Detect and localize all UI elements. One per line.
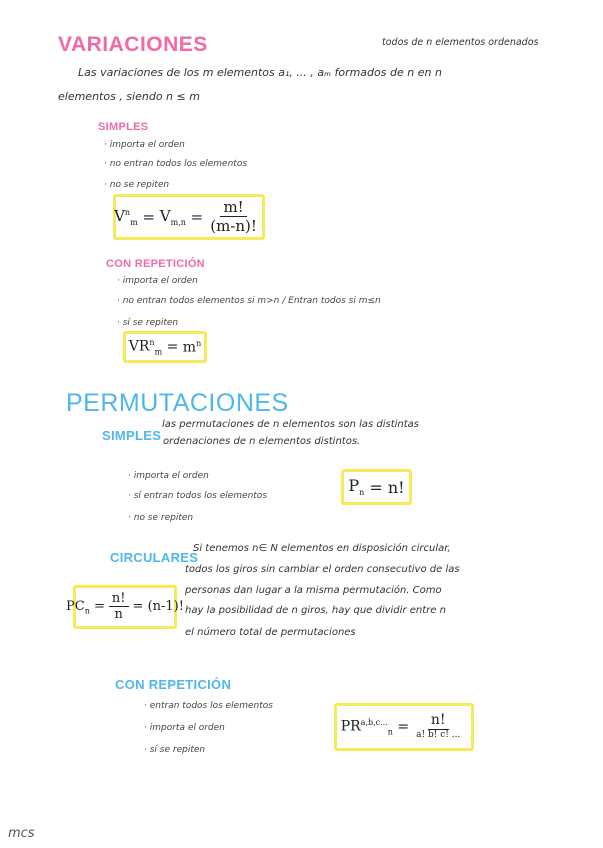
list-item: · sí se repiten — [144, 745, 206, 755]
perm-simples-desc-1: las permutaciones de n elementos son las distintas — [162, 419, 420, 430]
list-item: · importa el orden — [144, 723, 225, 733]
intro-line-2: elementos , siendo n ≤ m — [58, 90, 200, 103]
list-item: · importa el orden — [117, 276, 198, 286]
perm-simples-title: SIMPLES — [102, 428, 162, 443]
circulares-desc-5: el número total de permutaciones — [185, 627, 356, 638]
formula-variaciones-simples: $V^n_m$ = $V_{m,n}$ = $\frac{m!}{(m-n)!}$ — [113, 194, 265, 240]
list-item: · no entran todos elementos si m>n / Entran todos si m≤n — [117, 296, 381, 306]
permutaciones-title: PERMUTACIONES — [66, 389, 289, 417]
list-item: · no se repiten — [128, 513, 194, 523]
list-item: · importa el orden — [104, 140, 185, 150]
formula-permutaciones-simples: $P_n$ = n! — [341, 469, 412, 505]
var-simples-title: SIMPLES — [98, 121, 149, 133]
circulares-desc-4: hay la posibilidad de n giros, hay que dividir entre n — [185, 605, 446, 616]
list-item: · importa el orden — [128, 471, 209, 481]
circulares-desc-1: Si tenemos n∈ N elementos en disposición circular, — [193, 543, 451, 554]
list-item: · no entran todos los elementos — [104, 159, 248, 169]
top-note: todos de n elementos ordenados — [382, 37, 539, 48]
var-con-repeticion-title: CON REPETICIÓN — [106, 258, 205, 270]
circulares-desc-3: personas dan lugar a la misma permutación. Como — [185, 585, 442, 596]
perm-con-repeticion-title: CON REPETICIÓN — [115, 677, 232, 692]
perm-simples-desc-2: ordenaciones de n elementos distintos. — [163, 436, 361, 447]
intro-line-1: Las variaciones de los m elementos a₁, ... , aₘ formados de n en n — [78, 66, 442, 79]
list-item: · sí se repiten — [117, 318, 179, 328]
list-item: · no se repiten — [104, 180, 170, 190]
formula-variaciones-repeticion: $VR^n_m$ = $m^n$ — [123, 331, 207, 363]
signature: mcs — [8, 826, 35, 841]
variaciones-title: VARIACIONES — [58, 33, 208, 56]
list-item: · sí entran todos los elementos — [128, 491, 268, 501]
formula-permutaciones-repeticion: $PR^{a,b,c...}_n$ = $\frac{n!}{a! b! c! ...}$ — [334, 703, 474, 751]
list-item: · entran todos los elementos — [144, 701, 273, 711]
formula-permutaciones-circulares: $PC_n$ = $\frac{n!}{n}$ = (n-1)! — [73, 585, 177, 629]
perm-circulares-title: CIRCULARES — [110, 550, 199, 565]
circulares-desc-2: todos los giros sin cambiar el orden consecutivo de las — [185, 564, 460, 575]
